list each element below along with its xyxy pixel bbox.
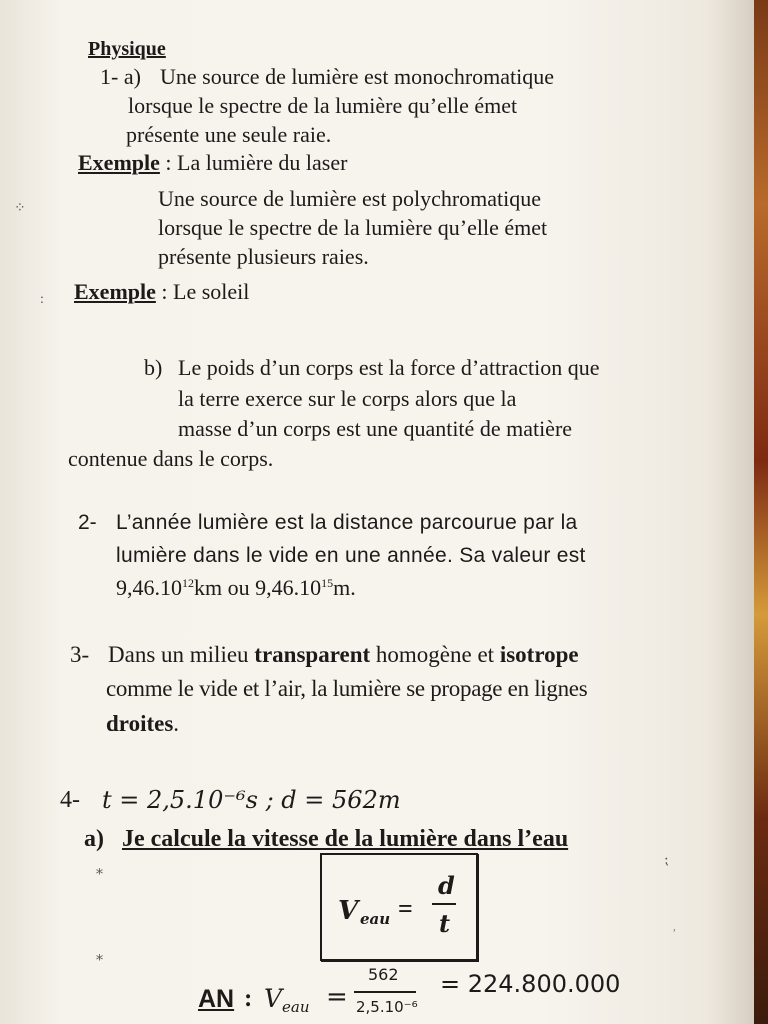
example-2 <box>74 279 249 305</box>
q2-value-1: 9,46.10 <box>116 575 182 600</box>
scan-speck: ⁎ <box>96 863 103 878</box>
q2-exponent-1: 12 <box>182 576 194 590</box>
scan-speck: : <box>40 292 44 307</box>
box-v-subscript: eau <box>360 910 391 928</box>
q2-unit-2: m. <box>333 575 356 600</box>
q1b-number: b) <box>144 355 163 380</box>
q3-text-3: . <box>173 711 180 736</box>
an-colon: : <box>244 985 253 1012</box>
scan-speck: ⁎ <box>96 949 103 964</box>
an-v-subscript: eau <box>282 998 310 1016</box>
example-2-text: : Le soleil <box>155 279 250 304</box>
q1b-line-4: contenue dans le corps. <box>68 446 274 471</box>
box-denominator: t <box>439 909 451 938</box>
q3-bold-transparent: transparent <box>254 642 371 667</box>
box-equals: = <box>398 894 413 923</box>
q1b-line-1: Le poids d’un corps est la force d’attraction que <box>178 355 600 380</box>
box-fraction-bar <box>432 903 456 905</box>
an-denominator: 2,5.10⁻⁶ <box>356 998 418 1016</box>
an-equals: = <box>326 982 348 1012</box>
q3-text-2: homogène et <box>370 642 500 667</box>
poly-line-2: lorsque le spectre de la lumière qu’elle émet <box>158 215 548 240</box>
q1a-number: 1- a) <box>100 64 141 89</box>
q1b-line-2: la terre exerce sur le corps alors que la <box>178 386 517 411</box>
box-numerator: d <box>438 871 455 900</box>
q2-line-1: L’année lumière est la distance parcourue par la <box>116 511 578 534</box>
q4-number: 4- <box>60 787 80 813</box>
q4a-number: a) <box>84 826 104 852</box>
q3-text-1: Dans un milieu <box>108 642 255 667</box>
scan-speck: ʾ <box>672 928 677 943</box>
an-v: V <box>264 984 283 1013</box>
poly-line-1: Une source de lumière est polychromatique <box>158 186 542 211</box>
an-fraction-bar <box>354 991 416 993</box>
q2-exponent-2: 15 <box>321 576 334 590</box>
q2-number: 2- <box>78 511 97 534</box>
example-1-label: Exemple <box>78 150 160 175</box>
an-label: AN <box>198 985 235 1013</box>
example-1-text: : La lumière du laser <box>159 150 348 175</box>
page-edge-shadow <box>754 0 768 1024</box>
q2-line-2: lumière dans le vide en une année. Sa valeur est <box>116 544 586 567</box>
q2-unit-1: km ou 9,46.10 <box>194 575 322 600</box>
poly-line-3: présente plusieurs raies. <box>158 244 369 269</box>
box-v: V <box>338 896 359 926</box>
q1a-line-1: Une source de lumière est monochromatique <box>160 64 555 89</box>
q1b-line-3: masse d’un corps est une quantité de matière <box>178 416 573 441</box>
q3-line-3 <box>106 711 179 737</box>
q1a-line-3: présente une seule raie. <box>126 122 332 147</box>
q3-line-1 <box>108 642 579 668</box>
example-1 <box>78 150 347 176</box>
q2-line-3 <box>116 575 356 601</box>
q3-line-2: comme le vide et l’air, la lumière se propage en lignes <box>106 676 588 701</box>
scan-speck: ⁏ <box>664 853 669 868</box>
scan-speck: ⁘ <box>14 201 26 216</box>
q3-bold-droites: droites <box>106 711 174 736</box>
q3-number: 3- <box>70 642 90 667</box>
an-numerator: 562 <box>368 965 399 984</box>
an-result: = 224.800.000 <box>440 970 621 998</box>
q3-bold-isotrope: isotrope <box>499 642 579 667</box>
q4a-title: Je calcule la vitesse de la lumière dans l’eau <box>122 826 569 852</box>
q4-given-values: t = 2,5.10⁻⁶s ; d = 562m <box>102 786 401 814</box>
section-heading: Physique <box>88 38 166 60</box>
example-2-label: Exemple <box>74 279 156 304</box>
q1a-line-2: lorsque le spectre de la lumière qu’elle émet <box>128 93 518 118</box>
